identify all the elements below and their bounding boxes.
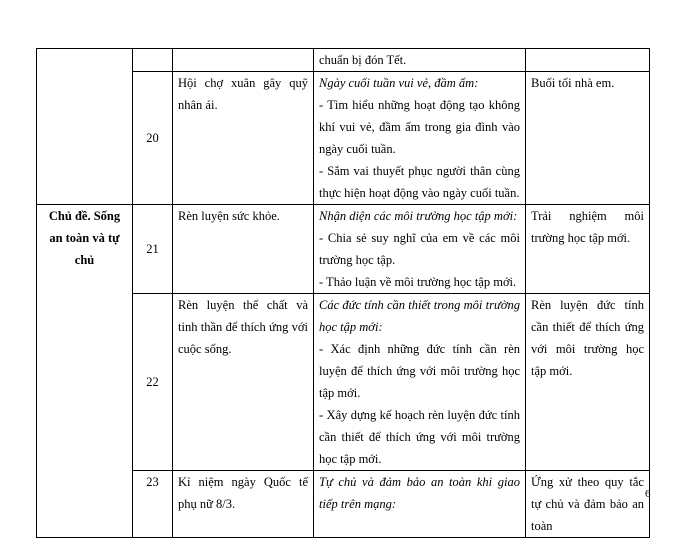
- week-cell: 20: [133, 72, 173, 205]
- home-cell: Ứng xử theo quy tắc tự chủ và đảm bảo an toàn: [526, 471, 650, 538]
- week-cell: 22: [133, 294, 173, 471]
- content-cell: [314, 471, 526, 538]
- activity-cell: [173, 49, 314, 72]
- activity-cell: Hội chợ xuân gây quỹ nhân ái.: [173, 72, 314, 205]
- content-cell: [314, 294, 526, 471]
- home-cell: [526, 49, 650, 72]
- content-cell: [314, 205, 526, 294]
- content-title: Nhận diện các môi trường học tập mới:: [319, 209, 518, 223]
- content-line: - Chia sẻ suy nghĩ của em về các môi trường học tập.: [319, 231, 520, 267]
- content-title: Các đức tính cần thiết trong môi trường học tập mới:: [319, 298, 520, 334]
- home-cell: Trải nghiệm môi trường học tập mới.: [526, 205, 650, 294]
- content-line: - Thảo luận về môi trường học tập mới.: [319, 275, 517, 289]
- content-line: - Xác định những đức tính cần rèn luyện để thích ứng với môi trường học tập mới.: [319, 342, 520, 400]
- page-number: 6: [645, 488, 651, 500]
- content-title: Tự chủ và đảm bảo an toàn khi giao tiếp trên mạng:: [319, 475, 520, 511]
- table-row: [37, 205, 650, 294]
- activity-cell: Rèn luyện sức khỏe.: [173, 205, 314, 294]
- topic-cell: [37, 49, 133, 205]
- content-line: - Tìm hiểu những hoạt động tạo không khí vui vẻ, đầm ấm trong gia đình vào ngày cuối tuần.: [319, 98, 520, 156]
- table-row: [37, 49, 650, 72]
- content-line: - Xây dựng kế hoạch rèn luyện đức tính cần thiết để thích ứng với môi trường học tập mới.: [319, 408, 520, 466]
- content-cell: [314, 72, 526, 205]
- content-cell: [314, 49, 526, 72]
- activity-cell: Rèn luyện thể chất và tinh thần để thích ứng với cuộc sống.: [173, 294, 314, 471]
- week-cell: [133, 49, 173, 72]
- week-cell: 21: [133, 205, 173, 294]
- content-title: Ngày cuối tuần vui vẻ, đầm ấm:: [319, 76, 479, 90]
- lesson-plan-table: [36, 48, 650, 538]
- content-line: - Sắm vai thuyết phục người thân cùng thực hiện hoạt động vào ngày cuối tuần.: [319, 164, 520, 200]
- content-line: chuẩn bị đón Tết.: [319, 53, 407, 67]
- topic-cell: Chủ đề. Sống an toàn và tự chủ: [37, 205, 133, 538]
- home-cell: Rèn luyện đức tính cần thiết để thích ứng với môi trường học tập mới.: [526, 294, 650, 471]
- home-cell: Buổi tối nhà em.: [526, 72, 650, 205]
- activity-cell: Kỉ niệm ngày Quốc tế phụ nữ 8/3.: [173, 471, 314, 538]
- week-cell: 23: [133, 471, 173, 538]
